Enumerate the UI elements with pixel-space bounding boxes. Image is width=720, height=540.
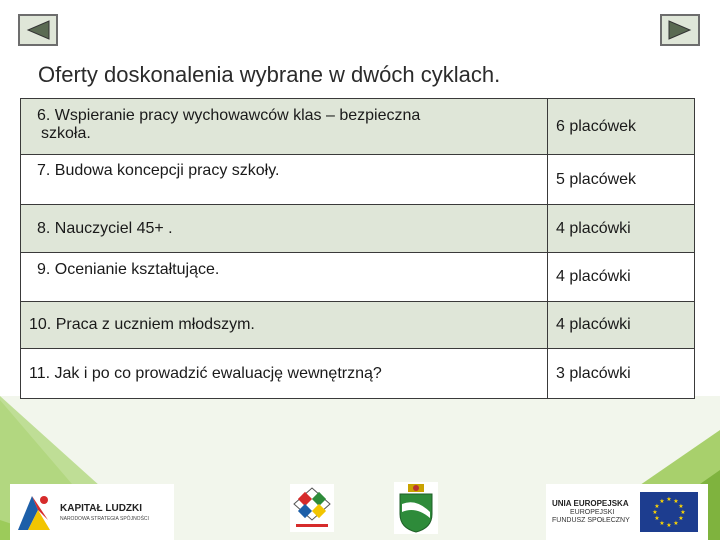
svg-text:★: ★	[666, 496, 672, 503]
footer-logo-bar	[0, 478, 720, 540]
offer-name-cell	[21, 99, 548, 155]
svg-text:★: ★	[678, 515, 684, 522]
offers-table	[20, 98, 695, 399]
svg-text:★: ★	[652, 509, 658, 516]
offer-count: 4 placówki	[548, 302, 695, 349]
next-slide-button[interactable]	[660, 14, 700, 46]
offer-count: 3 placówki	[548, 349, 695, 399]
eu-line-1: UNIA EUROPEJSKA	[552, 499, 629, 509]
coat-of-arms-icon	[394, 482, 438, 534]
kapital-ludzki-title: KAPITAŁ LUDZKI	[60, 502, 143, 514]
eu-line-3: FUNDUSZ SPOŁECZNY	[552, 516, 630, 524]
kapital-ludzki-logo	[10, 484, 174, 540]
previous-slide-button[interactable]	[18, 14, 58, 46]
svg-text:★: ★	[680, 509, 686, 516]
table-row	[21, 99, 695, 155]
table-row	[21, 155, 695, 205]
eu-line-2: EUROPEJSKI	[570, 508, 615, 516]
svg-text:★: ★	[659, 520, 665, 527]
offer-count: 5 placówek	[548, 155, 695, 205]
table-row	[21, 349, 695, 399]
svg-text:★: ★	[673, 520, 679, 527]
school-emblem-icon	[290, 484, 334, 532]
svg-text:★: ★	[666, 522, 672, 529]
table-row	[21, 302, 695, 349]
table-row	[21, 205, 695, 253]
offer-name: 8. Nauczyciel 45+ .	[21, 205, 548, 253]
slide-title: Oferty doskonalenia wybrane w dwóch cyklach.	[38, 62, 501, 87]
svg-text:★: ★	[678, 503, 684, 510]
offer-name: 7. Budowa koncepcji pracy szkoły.	[21, 155, 548, 205]
svg-text:★: ★	[659, 498, 665, 505]
offer-name: 10. Praca z uczniem młodszym.	[21, 302, 548, 349]
svg-text:★: ★	[654, 503, 660, 510]
triangle-right-icon	[665, 18, 695, 42]
offer-name-continued: szkoła.	[41, 125, 91, 142]
offer-name: 9. Ocenianie kształtujące.	[21, 253, 548, 302]
kapital-ludzki-subtitle: NARODOWA STRATEGIA SPÓJNOŚCI	[60, 515, 149, 522]
eu-flag-icon	[640, 492, 698, 532]
offer-name: 11. Jak i po co prowadzić ewaluację wewnętrzną?	[21, 349, 548, 399]
offer-name: 6. Wspieranie pracy wychowawców klas – bezpieczna	[37, 107, 421, 124]
triangle-left-icon	[23, 18, 53, 42]
svg-text:★: ★	[673, 498, 679, 505]
offer-count: 6 placówek	[548, 99, 695, 155]
svg-text:★: ★	[654, 515, 660, 522]
offer-count: 4 placówki	[548, 253, 695, 302]
eu-logo	[546, 484, 708, 540]
kapital-ludzki-emblem-icon	[14, 490, 54, 534]
offer-count: 4 placówki	[548, 205, 695, 253]
table-row	[21, 253, 695, 302]
